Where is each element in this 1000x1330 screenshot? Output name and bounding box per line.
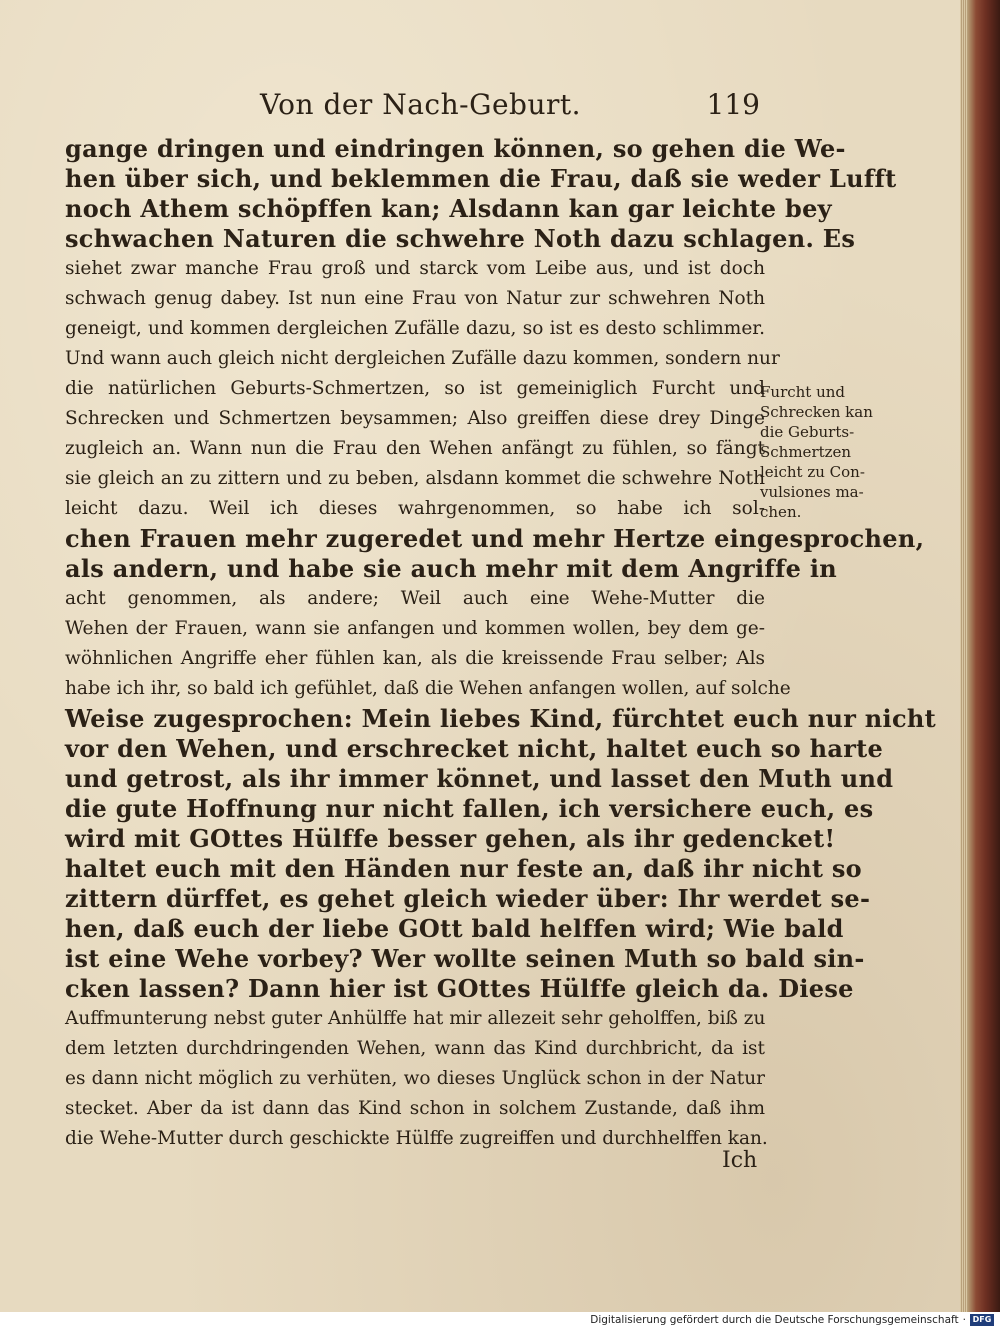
text-line: chen Frauen mehr zugeredet und mehr Hertze eingesprochen, <box>65 524 925 553</box>
margin-note-line: die Geburts- <box>760 423 855 441</box>
margin-note-line: leicht zu Con- <box>760 463 865 481</box>
footer-separator: · <box>962 1314 966 1326</box>
text-line: stecket. Aber da ist dann das Kind schon in solchem Zustande, daß ihm <box>65 1098 765 1119</box>
text-line: und getrost, als ihr immer könnet, und lasset den Muth und <box>65 764 894 793</box>
text-line: hen über sich, und beklemmen die Frau, daß sie weder Lufft <box>65 164 897 193</box>
margin-note-line: chen. <box>760 503 802 521</box>
page-header <box>260 88 760 128</box>
text-line: Schrecken und Schmertzen beysammen; Also greiffen diese drey Dinge <box>65 408 765 429</box>
text-line: die Wehe-Mutter durch geschickte Hülffe zugreiffen und durchhelffen kan. <box>65 1128 768 1149</box>
text-line: wöhnlichen Angriffe eher fühlen kan, als die kreissende Frau selber; Als <box>65 648 765 669</box>
text-line: ist eine Wehe vorbey? Wer wollte seinen Muth so bald sin- <box>65 944 865 973</box>
text-line: noch Athem schöpffen kan; Alsdann kan gar leichte bey <box>65 194 832 223</box>
margin-note-line: vulsiones ma- <box>760 483 864 501</box>
text-line: geneigt, und kommen dergleichen Zufälle dazu, so ist es desto schlimmer. <box>65 318 765 339</box>
page-edge-stack <box>960 0 968 1312</box>
running-title: Von der Nach-Geburt. <box>260 88 582 121</box>
text-line: es dann nicht möglich zu verhüten, wo dieses Unglück schon in der Natur <box>65 1068 765 1089</box>
text-line: haltet euch mit den Händen nur feste an, daß ihr nicht so <box>65 854 862 883</box>
margin-note-line: Schmertzen <box>760 443 852 461</box>
text-line: als andern, und habe sie auch mehr mit dem Angriffe in <box>65 554 838 583</box>
text-line: schwach genug dabey. Ist nun eine Frau von Natur zur schwehren Noth <box>65 288 765 309</box>
text-line: sie gleich an zu zittern und zu beben, alsdann kommet die schwehre Noth <box>65 468 765 489</box>
text-line: Wehen der Frauen, wann sie anfangen und kommen wollen, bey dem ge- <box>65 618 765 639</box>
text-line: acht genommen, als andere; Weil auch eine Wehe-Mutter die <box>65 588 765 609</box>
text-line: die gute Hoffnung nur nicht fallen, ich versichere euch, es <box>65 794 874 823</box>
text-line: vor den Wehen, und erschrecket nicht, haltet euch so harte <box>65 734 884 763</box>
text-line: hen, daß euch der liebe GOtt bald helffen wird; Wie bald <box>65 914 844 943</box>
text-line: siehet zwar manche Frau groß und starck vom Leibe aus, und ist doch <box>65 258 765 279</box>
text-line: leicht dazu. Weil ich dieses wahrgenommen, so habe ich sol- <box>65 498 765 519</box>
footer <box>590 1314 994 1326</box>
text-line: Auffmunterung nebst guter Anhülffe hat mir allezeit sehr geholffen, biß zu <box>65 1008 766 1029</box>
dfg-logo: DFG <box>970 1314 994 1326</box>
text-line: Und wann auch gleich nicht dergleichen Zufälle dazu kommen, sondern nur <box>65 348 780 369</box>
catchword: Ich <box>722 1148 758 1173</box>
text-line: gange dringen und eindringen können, so gehen die We- <box>65 134 846 163</box>
text-line: die natürlichen Geburts-Schmertzen, so ist gemeiniglich Furcht und <box>65 378 765 399</box>
book-cover-edge <box>968 0 1000 1312</box>
margin-note <box>760 382 880 522</box>
text-line: habe ich ihr, so bald ich gefühlet, daß die Wehen anfangen wollen, auf solche <box>65 678 791 699</box>
text-line: cken lassen? Dann hier ist GOttes Hülffe gleich da. Diese <box>65 974 854 1003</box>
text-line: wird mit GOttes Hülffe besser gehen, als ihr gedencket! <box>65 824 836 853</box>
text-line: zugleich an. Wann nun die Frau den Wehen anfängt zu fühlen, so fängt <box>65 438 765 459</box>
margin-note-line: Furcht und <box>760 383 846 401</box>
text-line: Weise zugesprochen: Mein liebes Kind, fürchtet euch nur nicht <box>65 704 937 733</box>
page-number: 119 <box>706 88 760 121</box>
footer-credit: Digitalisierung gefördert durch die Deutsche Forschungsgemeinschaft <box>590 1314 959 1326</box>
text-line: dem letzten durchdringenden Wehen, wann das Kind durchbricht, da ist <box>65 1038 765 1059</box>
text-line: schwachen Naturen die schwehre Noth dazu schlagen. Es <box>65 224 856 253</box>
text-line: zittern dürffet, es gehet gleich wieder über: Ihr werdet se- <box>65 884 871 913</box>
margin-note-line: Schrecken kan <box>760 403 873 421</box>
